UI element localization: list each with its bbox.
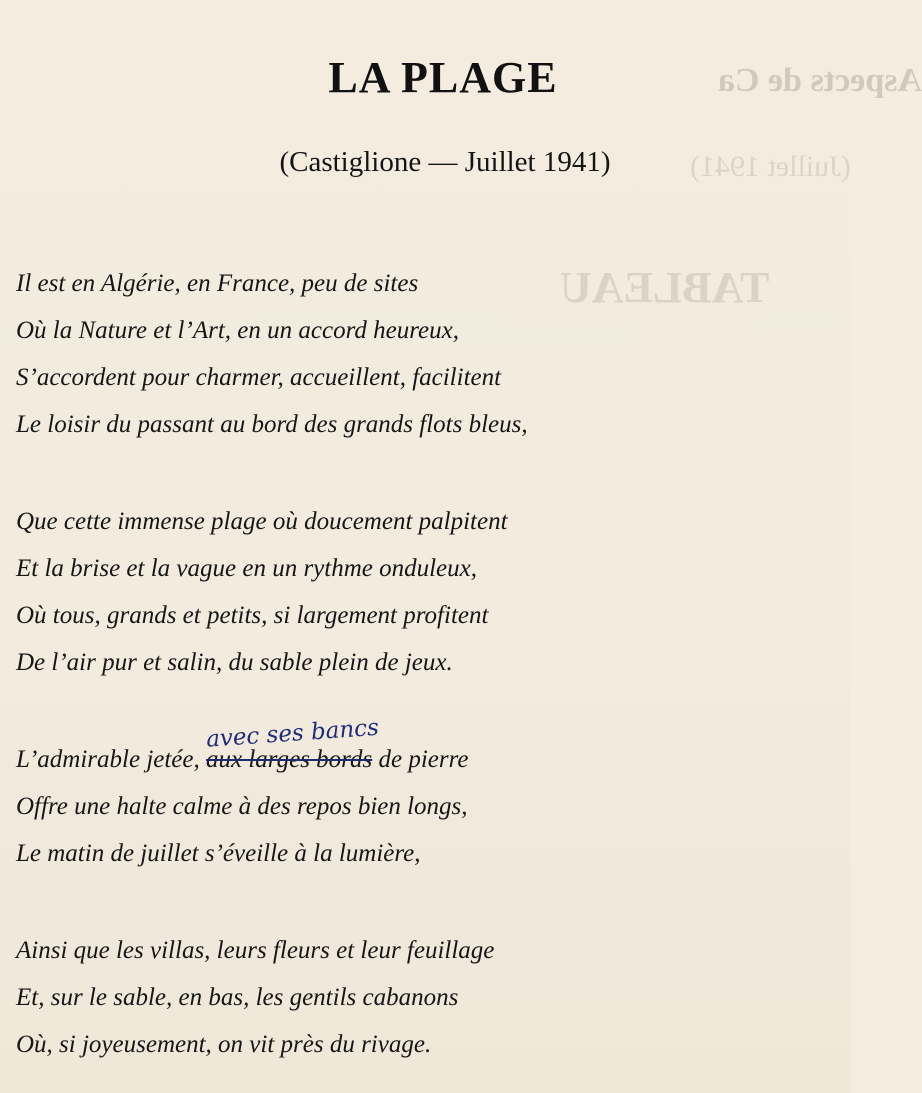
poem-line-corrected (16, 714, 836, 789)
struck-through-text (205, 714, 380, 778)
reverse-side-bleed-through: (Juillet 1941) (690, 150, 851, 183)
reverse-side-bleed-through: TABLEAU (560, 263, 770, 312)
poem-line: Où, si joyeusement, on vit près du rivage. (16, 1031, 432, 1058)
poem-line: Et la brise et la vague en un rythme onduleux, (16, 555, 477, 582)
poem-line: Que cette immense plage où doucement palpitent (16, 508, 508, 535)
poem-line: Où tous, grands et petits, si largement profitent (16, 602, 489, 629)
page-subtitle: (Castiglione — Juillet 1941) (279, 146, 611, 178)
poem-line: Et, sur le sable, en bas, les gentils cabanons (16, 984, 459, 1011)
poem-line: Le loisir du passant au bord des grands flots bleus, (16, 411, 528, 438)
page-title: LA PLAGE (328, 53, 558, 102)
poem-line: De l’air pur et salin, du sable plein de jeux. (16, 649, 453, 676)
poem-line: Il est en Algérie, en France, peu de sites (16, 270, 419, 297)
poem-line: S’accordent pour charmer, accueillent, facilitent (16, 364, 502, 391)
stanza-break (16, 454, 836, 504)
struck-text: aux larges bords (206, 746, 373, 773)
poem (16, 266, 836, 1074)
line-text-after: de pierre (372, 746, 469, 773)
handwritten-correction: avec ses bancs (205, 714, 380, 753)
line-text-before: L’admirable jetée, (16, 746, 207, 773)
stanza-break (16, 692, 836, 742)
stanza-break (16, 883, 836, 933)
poem-line: Ainsi que les villas, leurs fleurs et leur feuillage (16, 937, 495, 964)
poem-line: Où la Nature et l’Art, en un accord heureux, (16, 317, 459, 344)
poem-line: Offre une halte calme à des repos bien longs, (16, 793, 468, 820)
poem-line: Le matin de juillet s’éveille à la lumière, (16, 840, 421, 867)
reverse-side-bleed-through: Aspects de Ca (718, 62, 922, 99)
